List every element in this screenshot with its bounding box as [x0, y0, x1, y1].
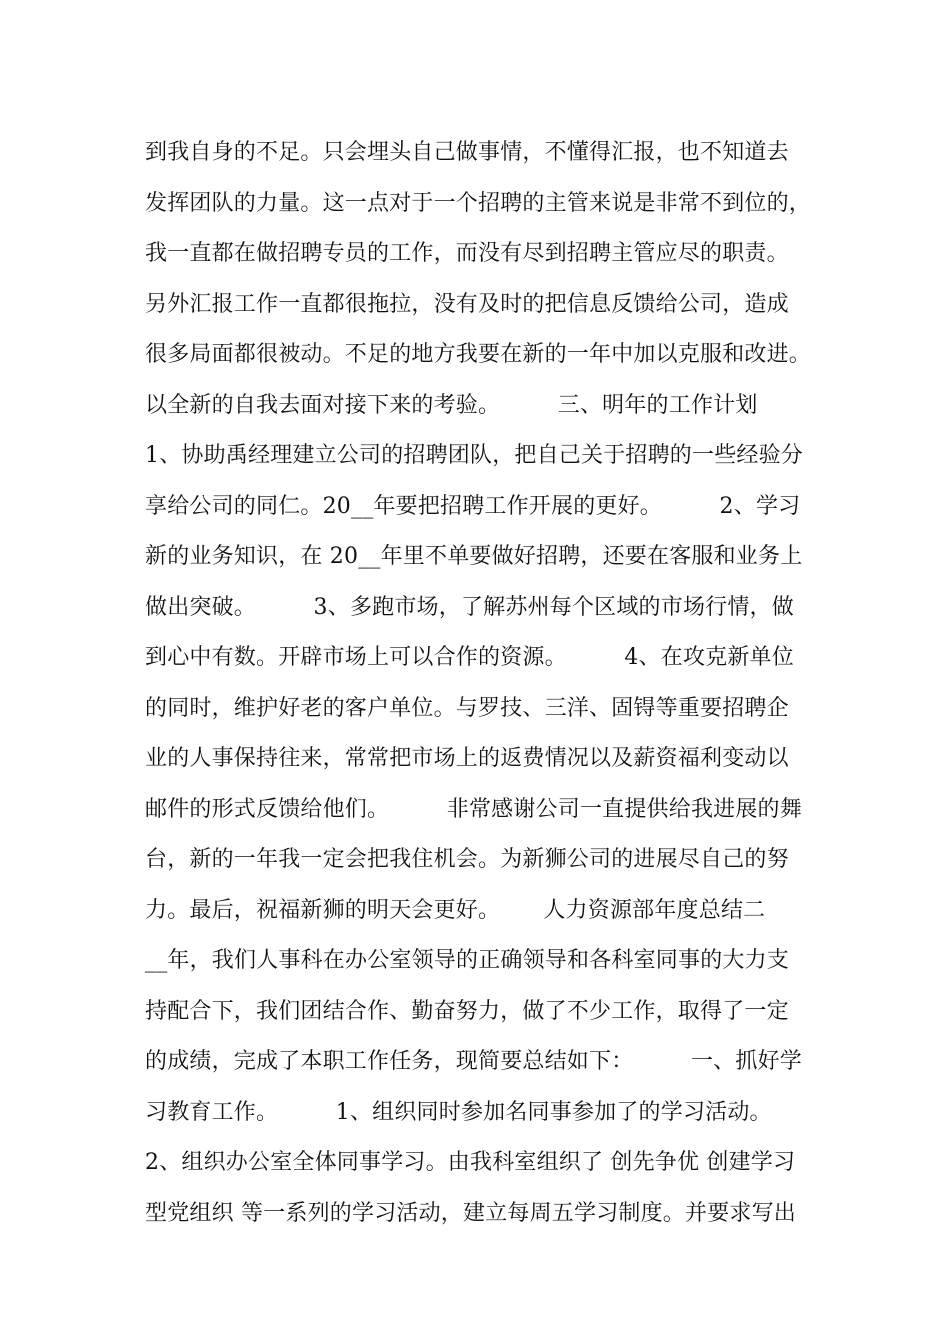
text-line-10: 做出突破。 3、多跑市场，了解苏州每个区域的市场行情，做 — [145, 594, 794, 620]
text-line-6: 以全新的自我去面对接下来的考验。 三、明年的工作计划 — [145, 392, 758, 418]
text-line-8: 享给公司的同仁。20__年要把招聘工作开展的更好。 2、学习 — [145, 493, 801, 519]
text-line-17: __年，我们人事科在办公室领导的正确领导和各科室同事的大力支 — [145, 948, 790, 973]
text-line-9: 新的业务知识，在 20__年里不单要做好招聘，还要在客服和业务上 — [145, 544, 803, 569]
text-line-14: 邮件的形式反馈给他们。 非常感谢公司一直提供给我进展的舞 — [145, 796, 802, 822]
text-line-2: 发挥团队的力量。这一点对于一个招聘的主管来说是非常不到位的， — [145, 190, 812, 216]
text-line-15: 台，新的一年我一定会把我住机会。为新狮公司的进展尽自己的努 — [145, 847, 789, 872]
text-line-3: 我一直都在做招聘专员的工作，而没有尽到招聘主管应尽的职责。 — [145, 241, 789, 266]
text-line-1: 到我自身的不足。只会埋头自己做事情，不懂得汇报，也不知道去 — [145, 140, 789, 165]
text-line-20: 习教育工作。 1、组织同时参加名同事参加了的学习活动。 — [145, 1099, 772, 1125]
text-line-22: 型党组织 等一系列的学习活动，建立每周五学习制度。并要求写出 — [145, 1200, 796, 1226]
text-line-7: 1、协助禹经理建立公司的招聘团队，把自己关于招聘的一些经验分 — [145, 443, 803, 468]
body-text — [145, 128, 825, 1239]
text-line-16: 力。最后，祝福新狮的明天会更好。 人力资源部年度总结二 — [145, 897, 766, 923]
text-line-4: 另外汇报工作一直都很拖拉，没有及时的把信息反馈给公司，造成 — [145, 291, 789, 317]
text-line-21: 2、组织办公室全体同事学习。由我科室组织了 创先争优 创建学习 — [145, 1150, 796, 1175]
text-line-19: 的成绩，完成了本职工作任务，现简要总结如下： 一、抓好学 — [145, 1049, 802, 1074]
text-line-18: 持配合下，我们团结合作、勤奋努力，做了不少工作，取得了一定 — [145, 998, 789, 1024]
text-line-13: 业的人事保持往来，常常把市场上的返费情况以及薪资福利变动以 — [145, 746, 789, 771]
text-line-11: 到心中有数。开辟市场上可以合作的资源。 4、在攻克新单位 — [145, 645, 794, 670]
text-line-5: 很多局面都很被动。不足的地方我要在新的一年中加以克服和改进。 — [145, 342, 812, 367]
text-line-12: 的同时，维护好老的客户单位。与罗技、三洋、固锝等重要招聘企 — [145, 695, 789, 721]
